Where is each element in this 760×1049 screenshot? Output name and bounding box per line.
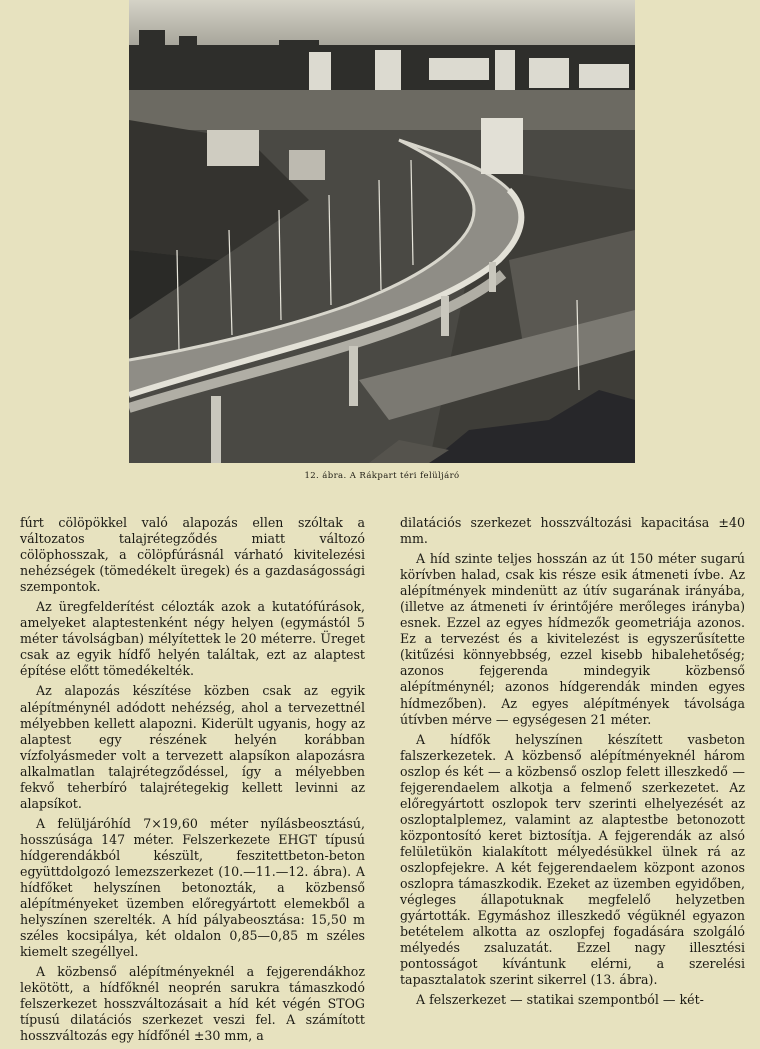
paragraph: A felüljáróhíd 7×19,60 méter nyílásbeosztású, hosszúsága 147 méter. Felszerkezete EHGT típusú hídgerendákból készült, feszitettbeton-beton együttdolgozó lemezszerkezet (10.—11.—12. ábra). A hídfőket helyszínen betonozták, a közbenső alépítményeket üzemben előregyártott elemekből a helyszínen szerelték. A híd pályabeosztása: 15,50 m széles kocsipálya, két oldalon 0,85—0,85 m széles kiemelt szegéllyel. [20, 815, 365, 960]
paragraph: A hídfők helyszínen készített vasbeton falszerkezetek. A közbenső alépítményeknél három oszlop és két — a közbenső oszlop felett illeszkedő — fejgerendaelem alkotja a felmenő szerkezetet. Az előregyártott oszlopok terv szerinti elhelyezését az oszloptalplemez, valamint az alaptestbe betonozott központosító keret biztosítja. A fejgerendák az alsó felületükön kialakított mélyedésükkel ülnek rá az oszlopfejekre. A két fejgerendaelem központ azonos oszlopra támaszkodik. Ezeket az üzemben egyidőben, végleges állapotuknak megfelelő helyzetben gyártották. Egymáshoz illeszkedő végüknél egyazon betételem alkotta az oszlopfej fogadására szolgáló mélyedés zsaluzatát. Ezzel nagy illesztési pontosságot kívántunk elérni, a szerelési tapasztalatok szerint sikerrel (13. ábra). [400, 731, 745, 988]
right-column [400, 515, 745, 1012]
paragraph: Az alapozás készítése közben csak az egyik alépítménynél adódott nehézség, ahol a tervezettnél mélyebben kellett alapozni. Kiderült ugyanis, hogy az alaptest egy részének helyén korábban vízfolyásmeder volt a tervezett alapsíkon alapozásra alkalmatlan talajrétegződéssel, így a mélyebben fekvő teherbíró talajrétegekig kellett levinni az alapsíkot. [20, 683, 365, 811]
paragraph: A közbenső alépítményeknél a fejgerendákhoz lekötött, a hídfőknél neoprén sarukra támaszkodó felszerkezet hosszváltozásait a híd két végén STOG típusú dilatációs szerkezet veszi fel. A számított hosszváltozás egy hídfőnél ±30 mm, a [20, 964, 365, 1044]
paragraph: dilatációs szerkezet hosszváltozási kapacitása ±40 mm. [400, 515, 745, 547]
paragraph: Az üregfelderítést célozták azok a kutatófúrások, amelyeket alaptestenként négy helyen (egymástól 5 méter távolságban) mélyítettek le 20 méterre. Üreget csak az egyik hídfő helyén találtak, ezt az alaptest építése előtt tömedékelték. [20, 599, 365, 679]
figure-caption: 12. ábra. A Rákpart téri felüljáró [304, 471, 460, 481]
paragraph: A híd szinte teljes hosszán az út 150 méter sugarú körívben halad, csak kis része esik átmeneti ívbe. Az alépítmények mindenütt az útív sugarának irányába, (illetve az átmeneti ív érintőjére merőleges irányba) esnek. Ezzel az egyes hídmezők geometriája azonos. Ez a tervezést és a kivitelezést is egyszerűsítette (kitűzési könnyebbség, ezzel kisebb hibalehetőség; azonos fejgerenda mindegyik közbenső alépítménynél; azonos hídgerendák minden egyes hídmezőben). Az egyes alépítmények távolsága útívben mérve — egységesen 21 méter. [400, 551, 745, 727]
left-column [20, 515, 365, 1049]
overpass-illustration [129, 0, 635, 463]
paragraph: fúrt cölöpökkel való alapozás ellen szóltak a változatos talajrétegződés miatt változó cölöphosszak, a cölöpfúrásnál várható kivitelezési nehézségek (tömedékelt üregek) és a gazdaságossági szempontok. [20, 515, 365, 595]
paragraph: A felszerkezet — statikai szempontból — két- [416, 992, 704, 1008]
bridge-photo [129, 0, 635, 463]
